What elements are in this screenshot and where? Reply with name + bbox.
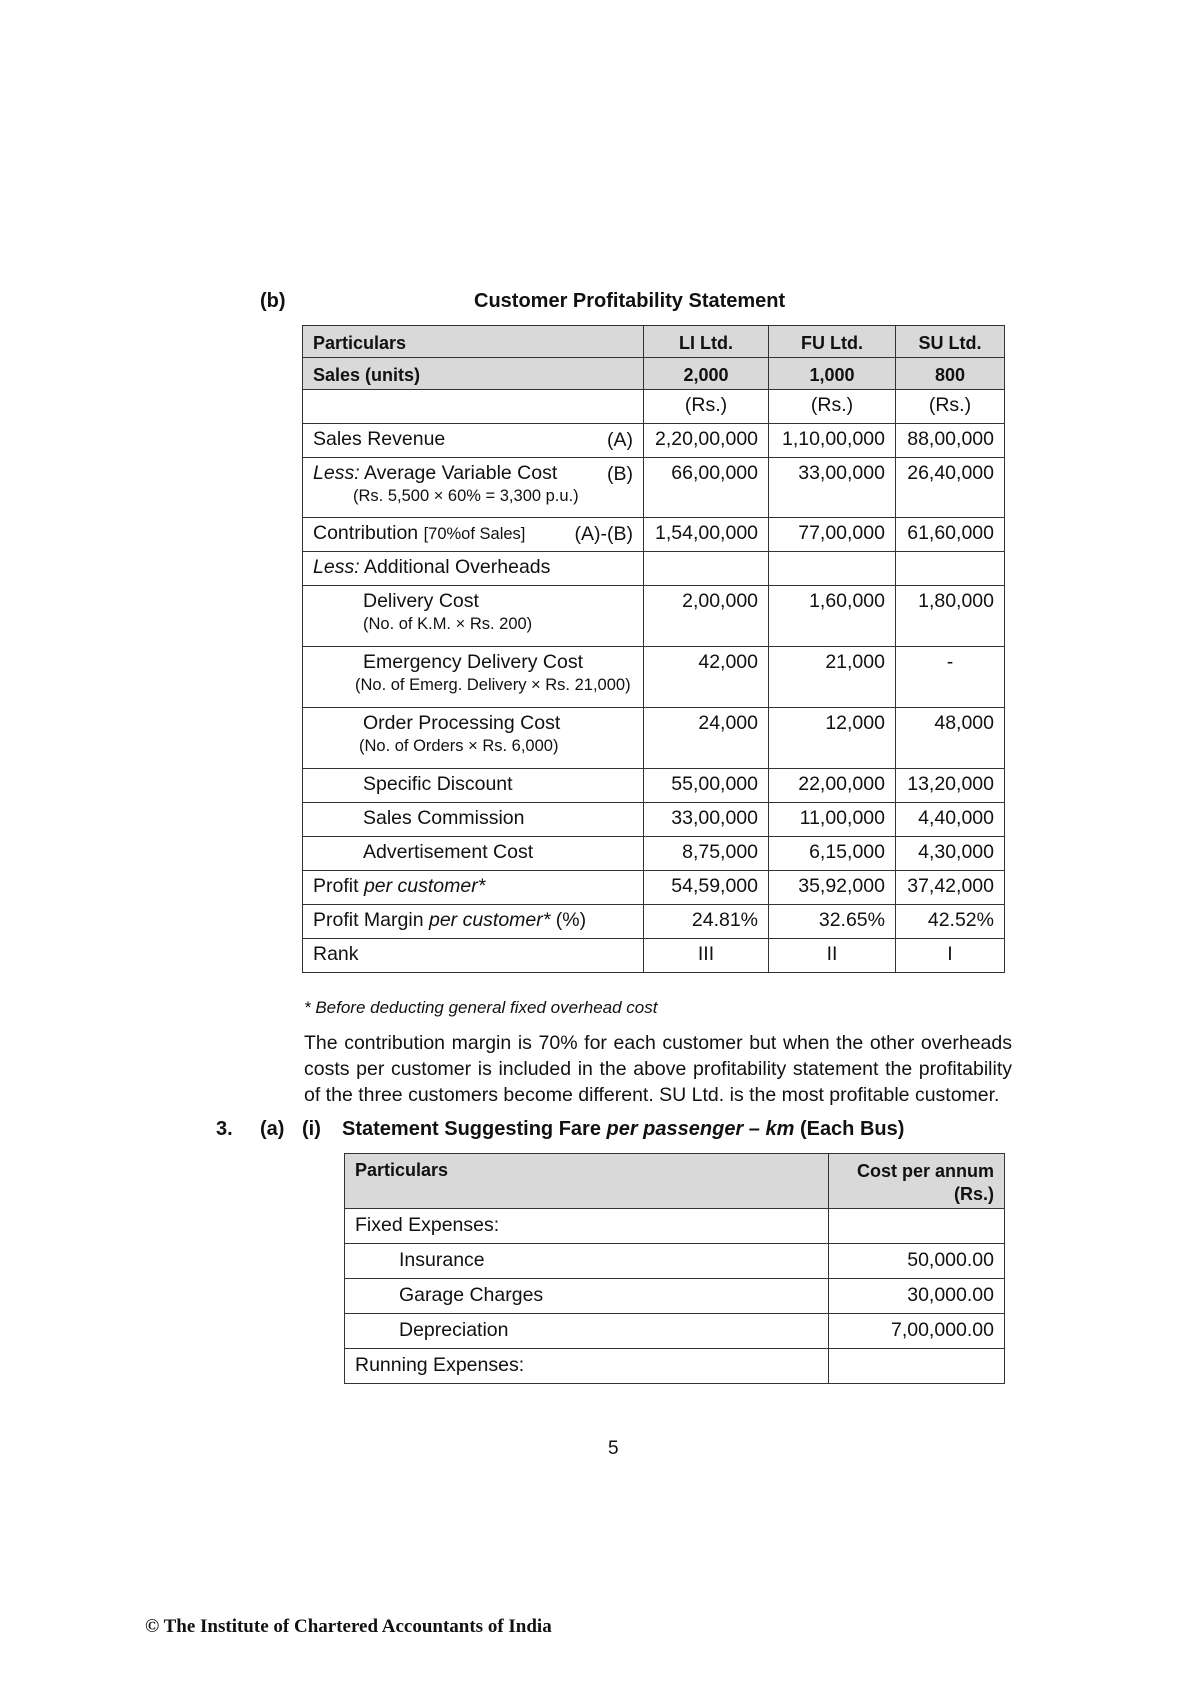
table-row (303, 518, 1005, 552)
cell-value: 88,00,000 (895, 424, 1004, 458)
table-row (345, 1244, 1005, 1279)
row-label: Garage Charges (345, 1279, 829, 1314)
row-label: Less: Additional Overheads (303, 552, 644, 586)
cell-value: - (895, 647, 1004, 708)
question-subpart: (i) (302, 1118, 321, 1140)
table-row (345, 1349, 1005, 1384)
cell-value: 55,00,000 (644, 769, 769, 803)
statement-title: Statement Suggesting Fare per passenger – km (Each Bus) (342, 1118, 905, 1140)
table-row (303, 769, 1005, 803)
page-number: 5 (608, 1438, 619, 1459)
header-row (345, 1154, 1005, 1209)
cell-value: 7,00,000.00 (829, 1314, 1005, 1349)
table-row (303, 871, 1005, 905)
cell-value: I (895, 939, 1004, 973)
cell-value: 32.65% (769, 905, 896, 939)
row-note: (No. of Orders × Rs. 6,000) (359, 737, 559, 755)
column-header: Cost per annum (Rs.) (829, 1154, 1005, 1209)
currency-label: (Rs.) (769, 390, 896, 424)
table-row (303, 905, 1005, 939)
customer-profitability-table (302, 325, 1005, 973)
cell-value: 48,000 (895, 708, 1004, 769)
cell-value: 26,40,000 (895, 458, 1004, 518)
table-row (345, 1279, 1005, 1314)
header-row (303, 326, 1005, 358)
table-row (345, 1314, 1005, 1349)
cell-value: 1,60,000 (769, 586, 896, 647)
row-label: Insurance (345, 1244, 829, 1279)
cell-value: 21,000 (769, 647, 896, 708)
cell-value: 1,54,00,000 (644, 518, 769, 552)
cell-value: 33,00,000 (644, 803, 769, 837)
footnote: * Before deducting general fixed overhead cost (304, 998, 658, 1017)
row-label: Depreciation (345, 1314, 829, 1349)
cell-value: 13,20,000 (895, 769, 1004, 803)
row-label: Sales Commission (303, 803, 644, 837)
table-row (303, 939, 1005, 973)
cell-value: II (769, 939, 896, 973)
units-value: 2,000 (644, 358, 769, 390)
table-row (303, 708, 1005, 769)
cell-value: 6,15,000 (769, 837, 896, 871)
cell-value: 24.81% (644, 905, 769, 939)
row-tag: (A)-(B) (574, 523, 634, 545)
column-header: LI Ltd. (644, 326, 769, 358)
cell-value: 1,80,000 (895, 586, 1004, 647)
row-label: Contribution [70%of Sales] (A)-(B) (303, 518, 644, 552)
column-header: SU Ltd. (895, 326, 1004, 358)
cell-value (895, 552, 1004, 586)
cell-value: 4,40,000 (895, 803, 1004, 837)
cell-value: 42.52% (895, 905, 1004, 939)
cell-value: 4,30,000 (895, 837, 1004, 871)
cell-value: 33,00,000 (769, 458, 896, 518)
cell-value: 66,00,000 (644, 458, 769, 518)
cell-value: 35,92,000 (769, 871, 896, 905)
units-value: 1,000 (769, 358, 896, 390)
row-label: Emergency Delivery Cost (No. of Emerg. Delivery × Rs. 21,000) (303, 647, 644, 708)
cell-value: 24,000 (644, 708, 769, 769)
column-header: Particulars (345, 1154, 829, 1209)
cell-value: 50,000.00 (829, 1244, 1005, 1279)
currency-label: (Rs.) (644, 390, 769, 424)
question-part: (a) (260, 1118, 285, 1140)
cell-value: 30,000.00 (829, 1279, 1005, 1314)
fare-statement-table (344, 1153, 1005, 1384)
table-row (303, 552, 1005, 586)
explanation-paragraph: The contribution margin is 70% for each customer but when the other overheads costs per customer is included in the above profitability statement the profitability of the three customers become different. SU Ltd. is the most profitable customer. (304, 1032, 1012, 1106)
table-row (303, 647, 1005, 708)
cell-value: III (644, 939, 769, 973)
currency-label: (Rs.) (895, 390, 1004, 424)
table-row (303, 803, 1005, 837)
row-note: (Rs. 5,500 × 60% = 3,300 p.u.) (353, 487, 579, 505)
row-label: Less: Average Variable Cost (B) (Rs. 5,500 × 60% = 3,300 p.u.) (303, 458, 644, 518)
row-label: Running Expenses: (345, 1349, 829, 1384)
cell-value (829, 1349, 1005, 1384)
table-row (303, 424, 1005, 458)
section-label: (b) (260, 290, 286, 312)
cell-value: 77,00,000 (769, 518, 896, 552)
cell-value: 12,000 (769, 708, 896, 769)
cell-value: 54,59,000 (644, 871, 769, 905)
row-label: Profit Margin per customer* (%) (303, 905, 644, 939)
row-label: Specific Discount (303, 769, 644, 803)
section-title: Customer Profitability Statement (474, 290, 786, 312)
row-label: Profit per customer* (303, 871, 644, 905)
row-label: Order Processing Cost (No. of Orders × Rs. 6,000) (303, 708, 644, 769)
cell-value: 1,10,00,000 (769, 424, 896, 458)
cell-value: 22,00,000 (769, 769, 896, 803)
page-footer: © The Institute of Chartered Accountants of India (145, 1616, 552, 1637)
cell-value (644, 552, 769, 586)
cell-value: 37,42,000 (895, 871, 1004, 905)
row-label: Delivery Cost (No. of K.M. × Rs. 200) (303, 586, 644, 647)
question-number: 3. (216, 1118, 233, 1140)
units-row (303, 358, 1005, 390)
table-row (303, 837, 1005, 871)
units-value: 800 (895, 358, 1004, 390)
cell-value (829, 1209, 1005, 1244)
row-label: Advertisement Cost (303, 837, 644, 871)
cell-value: 61,60,000 (895, 518, 1004, 552)
currency-row (303, 390, 1005, 424)
table-row (303, 458, 1005, 518)
row-label: Fixed Expenses: (345, 1209, 829, 1244)
cell-value: 2,00,000 (644, 586, 769, 647)
table-row (345, 1209, 1005, 1244)
column-header: FU Ltd. (769, 326, 896, 358)
row-label: Rank (303, 939, 644, 973)
cell-value: 2,20,00,000 (644, 424, 769, 458)
cell-value: 42,000 (644, 647, 769, 708)
cell-value: 8,75,000 (644, 837, 769, 871)
cell-value (769, 552, 896, 586)
table-row (303, 586, 1005, 647)
units-label: Sales (units) (303, 358, 644, 390)
row-label: Sales Revenue (A) (303, 424, 644, 458)
row-tag: (A) (607, 429, 634, 451)
column-header: Particulars (303, 326, 644, 358)
cell-value: 11,00,000 (769, 803, 896, 837)
row-note: (No. of K.M. × Rs. 200) (363, 615, 533, 633)
row-note: (No. of Emerg. Delivery × Rs. 21,000) (355, 676, 631, 694)
row-tag: (B) (607, 463, 634, 485)
